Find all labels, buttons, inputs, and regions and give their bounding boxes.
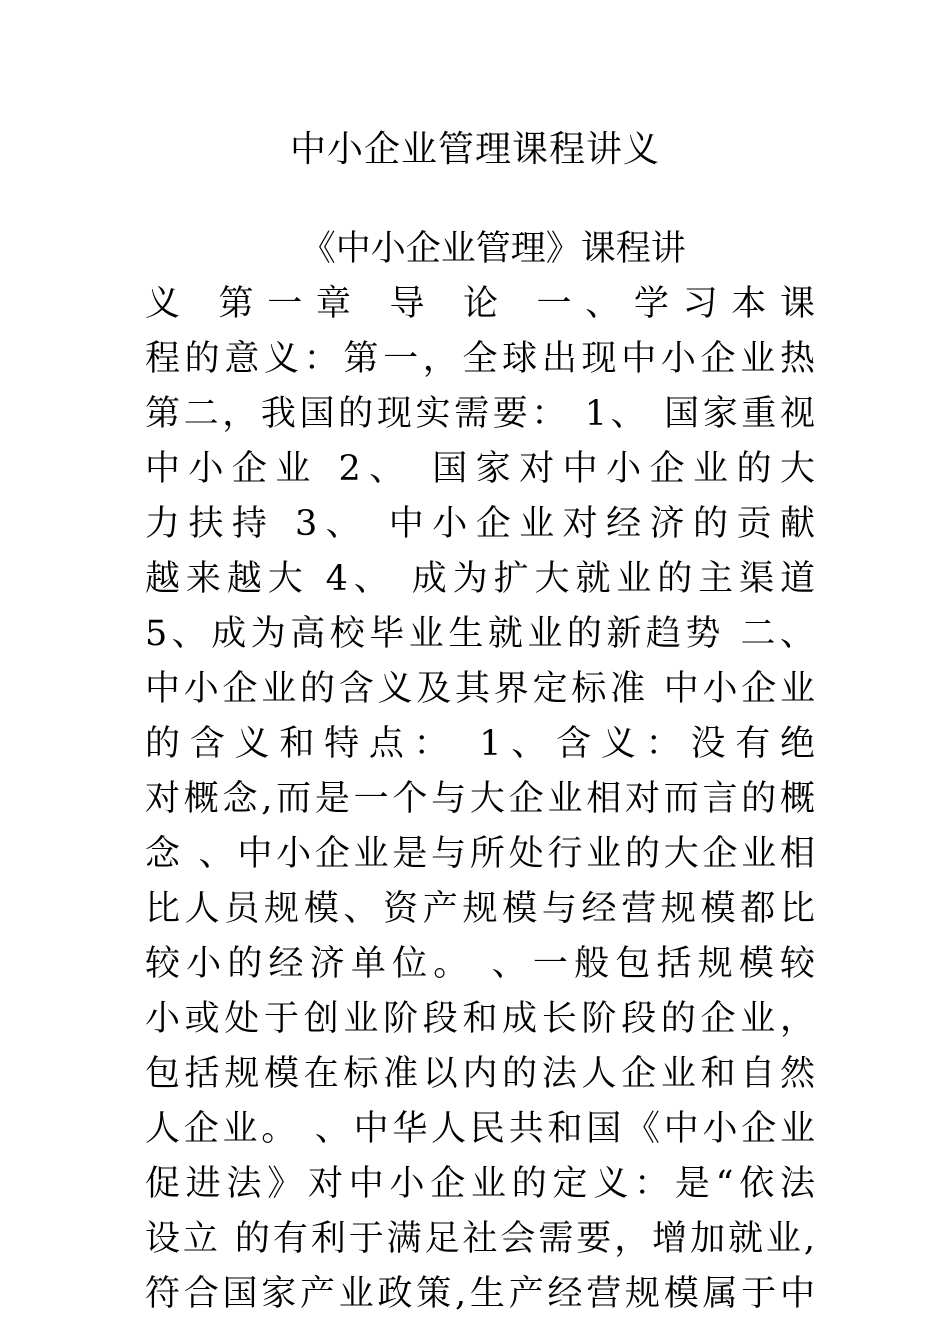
body-line: 包括规模在标准以内的法人企业和自然 (145, 1054, 815, 1094)
body-line: 设立 的有利于满足社会需要，增加就业, (145, 1219, 815, 1259)
body-line: 程的意义：第一，全球出现中小企业热 (145, 339, 815, 379)
body-line: 《中小企业管理》课程讲 (145, 229, 686, 269)
body-line: 小或处于创业阶段和成长阶段的企业， (145, 999, 815, 1039)
body-line: 比人员规模、资产规模与经营规模都比 (145, 889, 815, 929)
body-line: 中小企业的含义及其界定标准 中小企业 (145, 669, 815, 709)
body-line: 越来越大 4、 成为扩大就业的主渠道 (145, 559, 815, 599)
body-line: 第二，我国的现实需要： 1、 国家重视 (145, 394, 815, 434)
body-line: 符合国家产业政策,生产经营规模属于中 (145, 1274, 815, 1314)
document-title: 中小企业管理课程讲义 (289, 129, 660, 170)
body-line: 的含义和特点： 1、含义：没有绝 (145, 724, 815, 764)
body-line: 中小企业 2、 国家对中小企业的大 (145, 449, 815, 489)
body-line: 人企业。 、中华人民共和国《中小企业 (145, 1109, 815, 1149)
body-line: 念 、中小企业是与所处行业的大企业相 (145, 834, 815, 874)
body-line: 较小的经济单位。 、一般包括规模较 (145, 944, 815, 984)
body-line: 对概念,而是一个与大企业相对而言的概 (145, 779, 815, 819)
body-line: 力扶持 3、 中小企业对经济的贡献 (145, 504, 815, 544)
document-body (145, 222, 815, 1322)
body-line: 促进法》对中小企业的定义：是“依法 (145, 1164, 815, 1204)
body-line: 义 第一章 导 论 一、学习本课 (145, 284, 815, 324)
body-line: 5、成为高校毕业生就业的新趋势 二、 (145, 614, 815, 654)
